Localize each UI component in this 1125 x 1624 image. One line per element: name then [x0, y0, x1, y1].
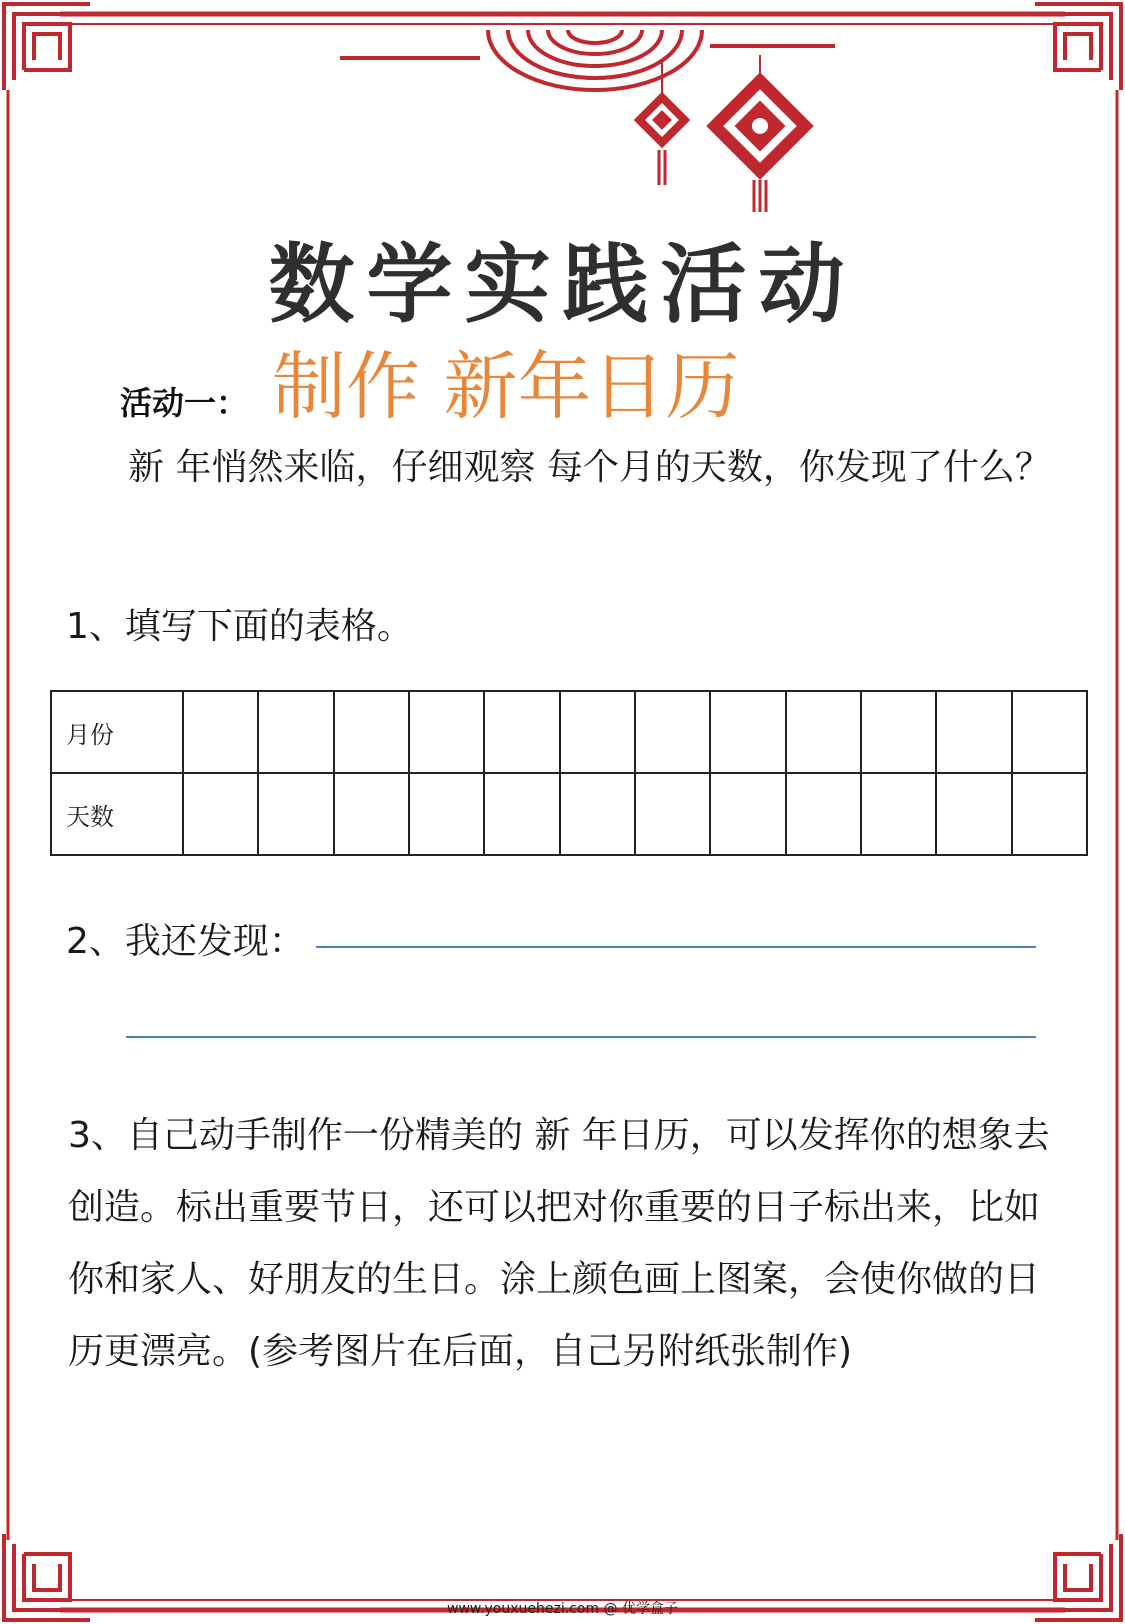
- month-cell[interactable]: [861, 691, 936, 773]
- chinese-knot-small-icon: [634, 60, 691, 185]
- question-2: 2、我还发现：: [66, 921, 305, 962]
- answer-line-1[interactable]: [316, 946, 1036, 948]
- month-cell[interactable]: [560, 691, 635, 773]
- month-cell[interactable]: [258, 691, 333, 773]
- page-title: 数学实践活动: [268, 235, 857, 335]
- question-1: 1、填写下面的表格。: [66, 606, 413, 647]
- month-cell[interactable]: [786, 691, 861, 773]
- days-cell[interactable]: [334, 773, 409, 855]
- activity-label: 活动一：: [120, 384, 249, 422]
- row-header-month: 月份: [51, 691, 183, 773]
- days-cell[interactable]: [1012, 773, 1087, 855]
- intro-paragraph: 新 年悄然来临，仔细观察 每个月的天数，你发现了什么？: [128, 447, 1051, 488]
- month-cell[interactable]: [635, 691, 710, 773]
- question-3-paragraph: 3、自己动手制作一份精美的 新 年日历，可以发挥你的想象去创造。标出重要节日，还可以把对你重要的日子标出来，比如你和家人、好朋友的生日。涂上颜色画上图案，会使你做的日历更漂亮。(参考图片在后面，自己另附纸张制作): [68, 1115, 1050, 1372]
- days-cell[interactable]: [409, 773, 484, 855]
- month-cell[interactable]: [936, 691, 1011, 773]
- days-cell[interactable]: [710, 773, 785, 855]
- footer-watermark: www.youxuehezi.com @ 优学盒子: [447, 1601, 678, 1617]
- days-cell[interactable]: [183, 773, 258, 855]
- activity-title: 制作 新年日历: [272, 344, 740, 430]
- days-cell[interactable]: [258, 773, 333, 855]
- month-cell[interactable]: [484, 691, 559, 773]
- days-cell[interactable]: [786, 773, 861, 855]
- answer-line-2[interactable]: [126, 1036, 1036, 1038]
- month-cell[interactable]: [334, 691, 409, 773]
- table-row: [51, 773, 1087, 855]
- row-header-days: 天数: [51, 773, 183, 855]
- chinese-knot-large-icon: [706, 55, 813, 212]
- month-days-table: [50, 690, 1088, 856]
- days-cell[interactable]: [635, 773, 710, 855]
- days-cell[interactable]: [936, 773, 1011, 855]
- days-cell[interactable]: [484, 773, 559, 855]
- month-cell[interactable]: [1012, 691, 1087, 773]
- table-row: [51, 691, 1087, 773]
- days-cell[interactable]: [560, 773, 635, 855]
- month-cell[interactable]: [409, 691, 484, 773]
- days-cell[interactable]: [861, 773, 936, 855]
- month-cell[interactable]: [710, 691, 785, 773]
- month-cell[interactable]: [183, 691, 258, 773]
